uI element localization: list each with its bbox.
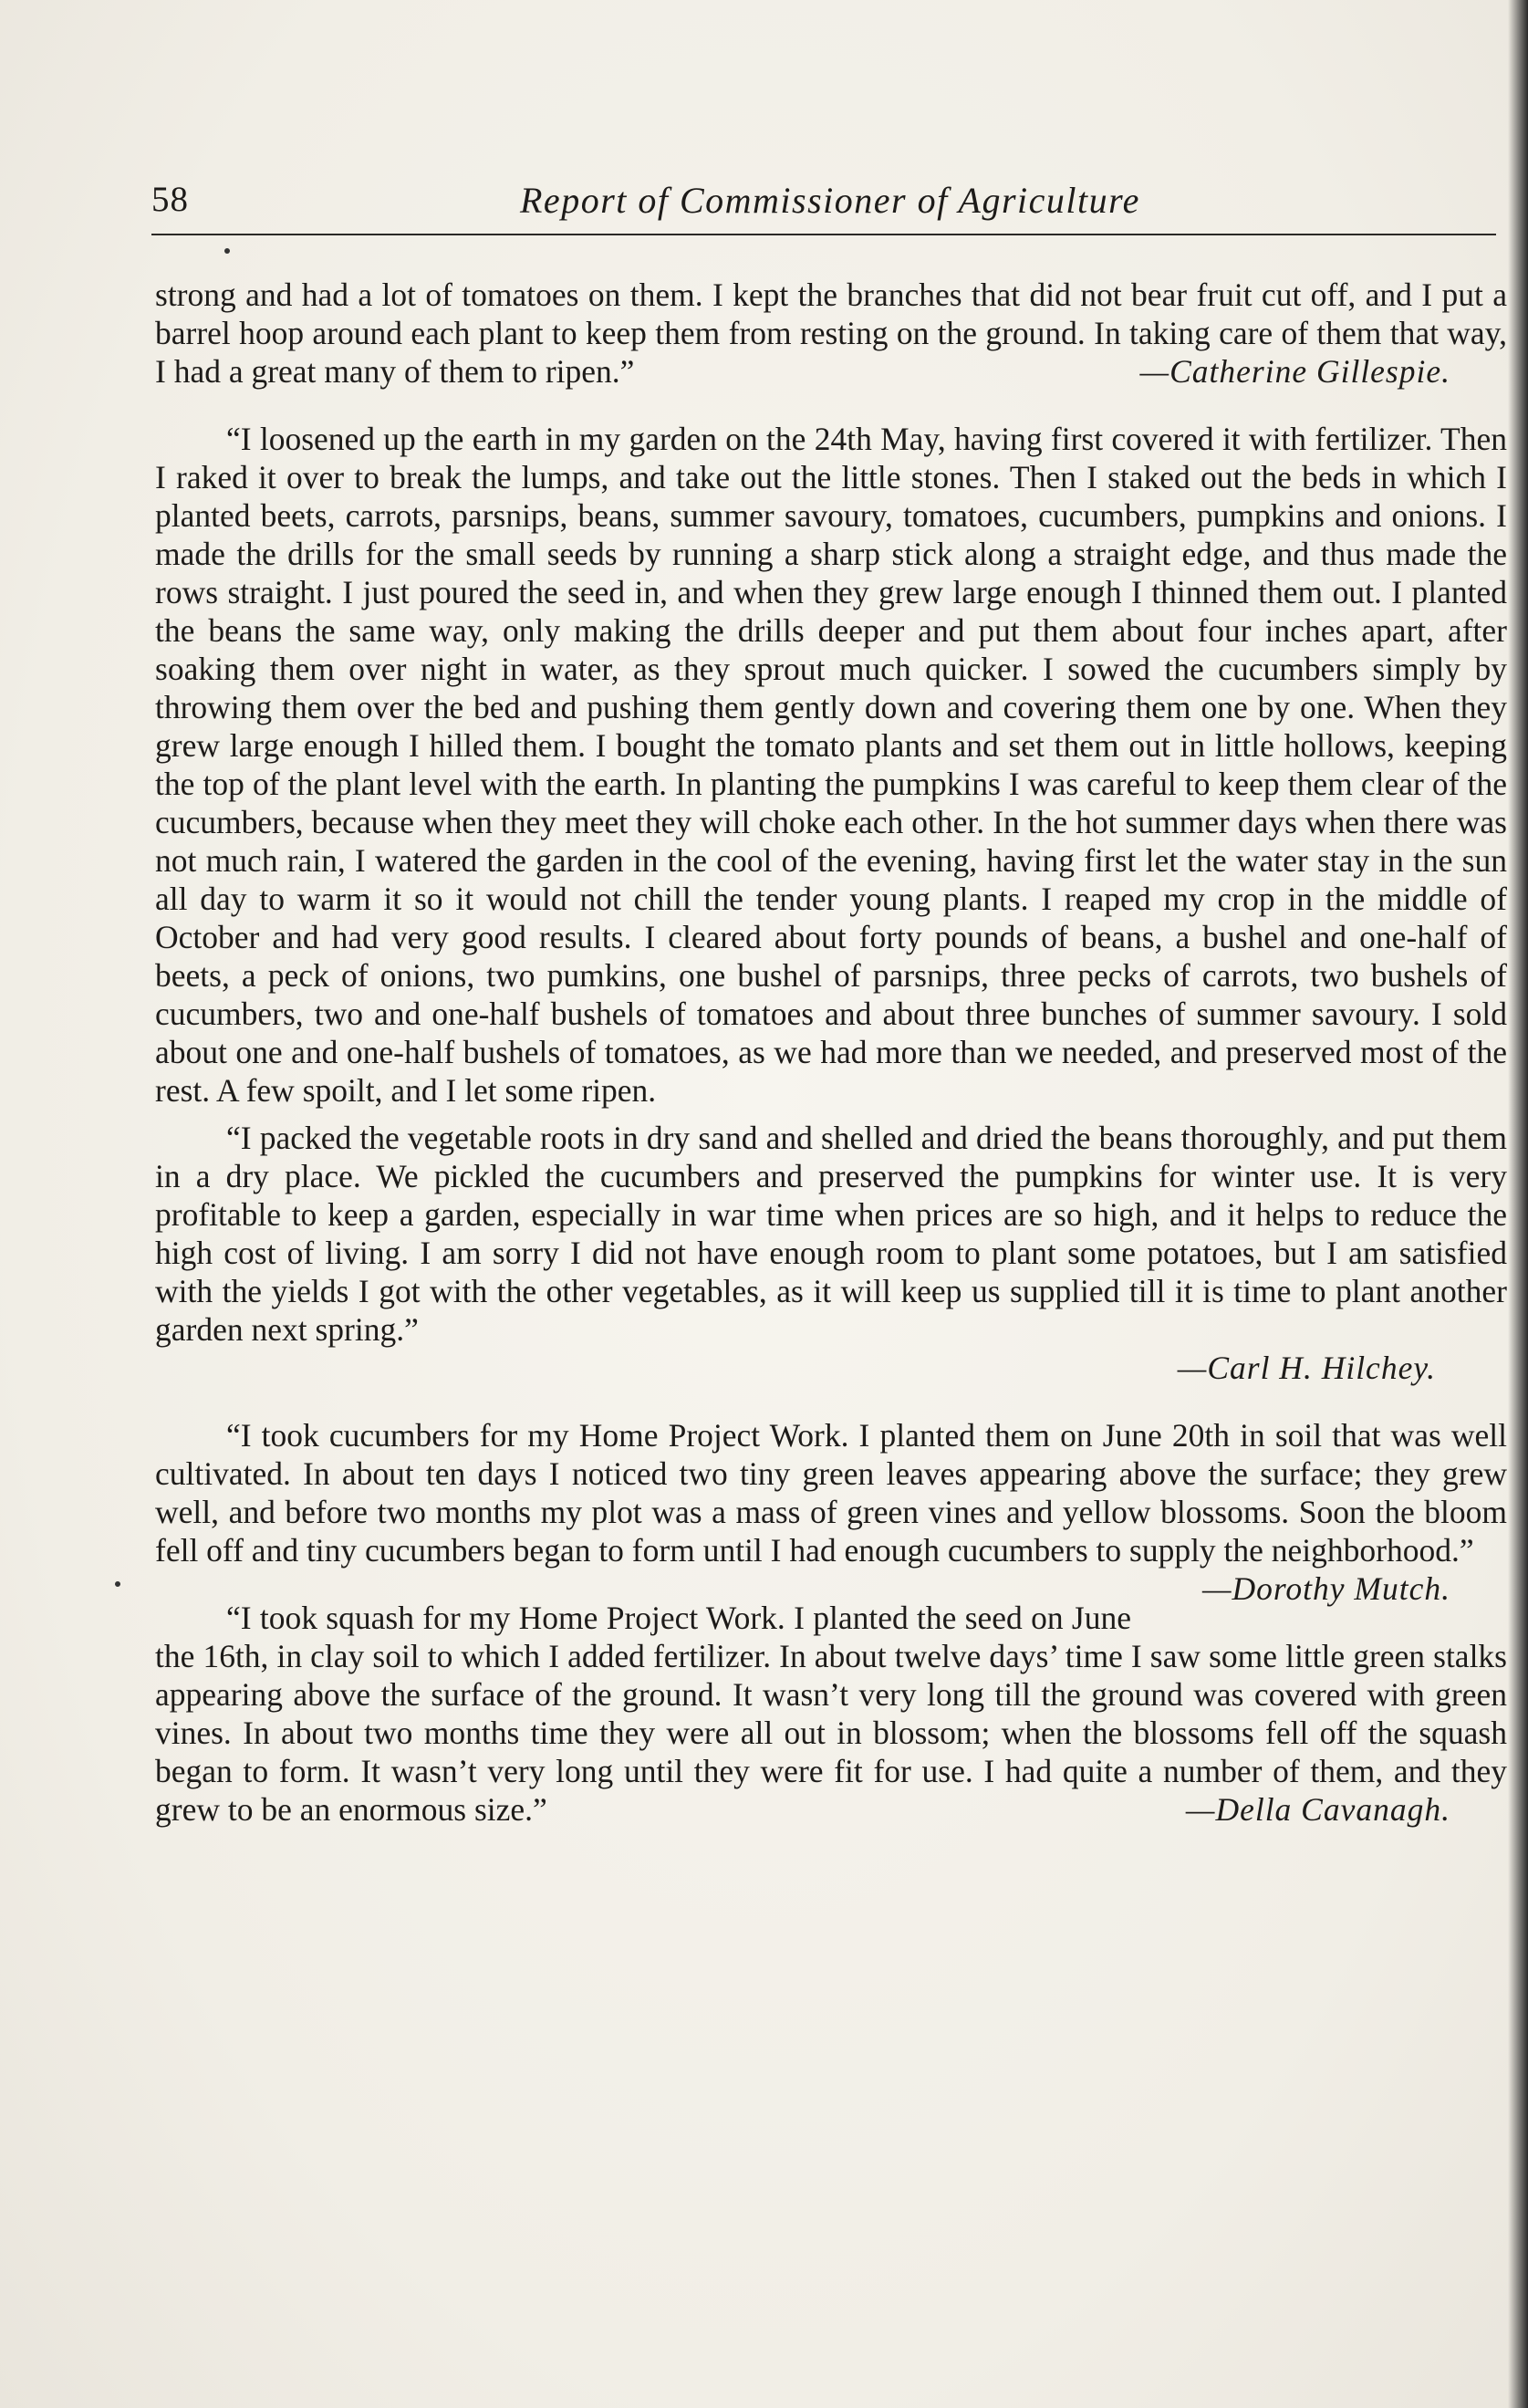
article-body: [155, 276, 1507, 1829]
spacer: [155, 391, 1507, 420]
paragraph: [155, 276, 1507, 391]
signature: —Carl H. Hilchey.: [1177, 1350, 1436, 1386]
print-speck: [224, 248, 230, 254]
spacer: [155, 1387, 1507, 1416]
print-speck: [115, 1581, 120, 1587]
header-rule: [151, 234, 1496, 235]
paragraph: [155, 1416, 1507, 1607]
page-edge-shadow: [1508, 0, 1528, 2408]
paragraph: [155, 1599, 1507, 1829]
entry-della-cavanagh: [155, 1599, 1507, 1829]
spacer: [155, 1110, 1507, 1119]
entry-catherine-gillespie: [155, 276, 1507, 391]
paragraph: “I loosened up the earth in my garden on the 24th May, having first covered it with fertilizer. Then I raked it over to break the lumps, and take out the little stones. Then I staked out the beds in which I planted beets, carrots, parsnips, beans, summer savoury, tomatoes, cucumbers, pumpkins and onions. I made the drills for the small seeds by running a sharp stick along a straight edge, and thus made the rows straight. I just poured the seed in, and when they grew large enough I thinned them out. I planted the beans the same way, only making the drills deeper and put them about four inches apart, after soaking them over night in water, as they sprout much quicker. I sowed the cucumbers simply by throwing them over the bed and pushing them gently down and covering them one by one. When they grew large enough I hilled them. I bought the tomato plants and set them out in little hollows, keeping the top of the plant level with the earth. In planting the pumpkins I was careful to keep them clear of the cucumbers, because when they meet they will choke each other. In the hot summer days when there was not much rain, I watered the garden in the cool of the evening, having first let the water stay in the sun all day to warm it so it would not chill the tender young plants. I reaped my crop in the middle of October and had very good results. I cleared about forty pounds of beans, a bushel and one-half of beets, a peck of onions, two pumkins, one bushel of parsnips, three pecks of carrots, two bushels of cucumbers, two and one-half bushels of tomatoes and about three bunches of summer savoury. I sold about one and one-half bushels of tomatoes, as we had more than we needed, and preserved most of the rest. A few spoilt, and I let some ripen.: [155, 421, 1507, 1109]
paragraph: “I packed the vegetable roots in dry sand and shelled and dried the beans thoroughly, and put them in a dry place. We pickled the cucumbers and preserved the pumpkins for winter use. It is very profitable to keep a garden, especially in war time when prices are so high, and it helps to reduce the high cost of living. I am sorry I did not have enough room to plant some potatoes, but I am satisfied with the yields I got with the other vegetables, as it will keep us supplied till it is time to plant another garden next spring.”: [155, 1120, 1507, 1348]
page-header: [151, 179, 1496, 230]
entry-dorothy-mutch: [155, 1416, 1507, 1607]
running-title: Report of Commissioner of Agriculture: [520, 180, 1140, 221]
page-number: 58: [151, 180, 189, 219]
signature: —Della Cavanagh.: [1185, 1791, 1450, 1828]
entry-carl-hilchey: [155, 420, 1507, 1387]
paragraph-text: strong and had a lot of tomatoes on them. I kept the branches that did not bear fruit cut off, and I put a barrel hoop around each plant to keep them from resting on the ground. In taking care of them that way, I had a great many of them to ripen.”: [155, 276, 1507, 390]
paragraph-text: “I took cucumbers for my Home Project Work. I planted them on June 20th in soil that was well cultivated. In about ten days I noticed two tiny green leaves appearing above the surface; they grew well, and before two months my plot was a mass of green vines and yellow blossoms. Soon the bloom fell off and tiny cucumbers began to form until I had enough cucumbers to supply the neighborhood.”: [155, 1417, 1507, 1569]
signature: —Dorothy Mutch.: [1201, 1570, 1450, 1607]
signature: —Catherine Gillespie.: [1139, 353, 1450, 390]
paragraph-text: “I took squash for my Home Project Work. I planted the seed on June the 16th, in clay soil to which I added fertilizer. In about twelve days’ time I saw some little green stalks appearing above the surface of the ground. It wasn’t very long till the ground was covered with green vines. In about two months time they were all out in blossom; when the blossoms fell off the squash began to form. It wasn’t very long until they were fit for use. I had quite a number of them, and they grew to be an enormous size.”: [155, 1600, 1507, 1828]
